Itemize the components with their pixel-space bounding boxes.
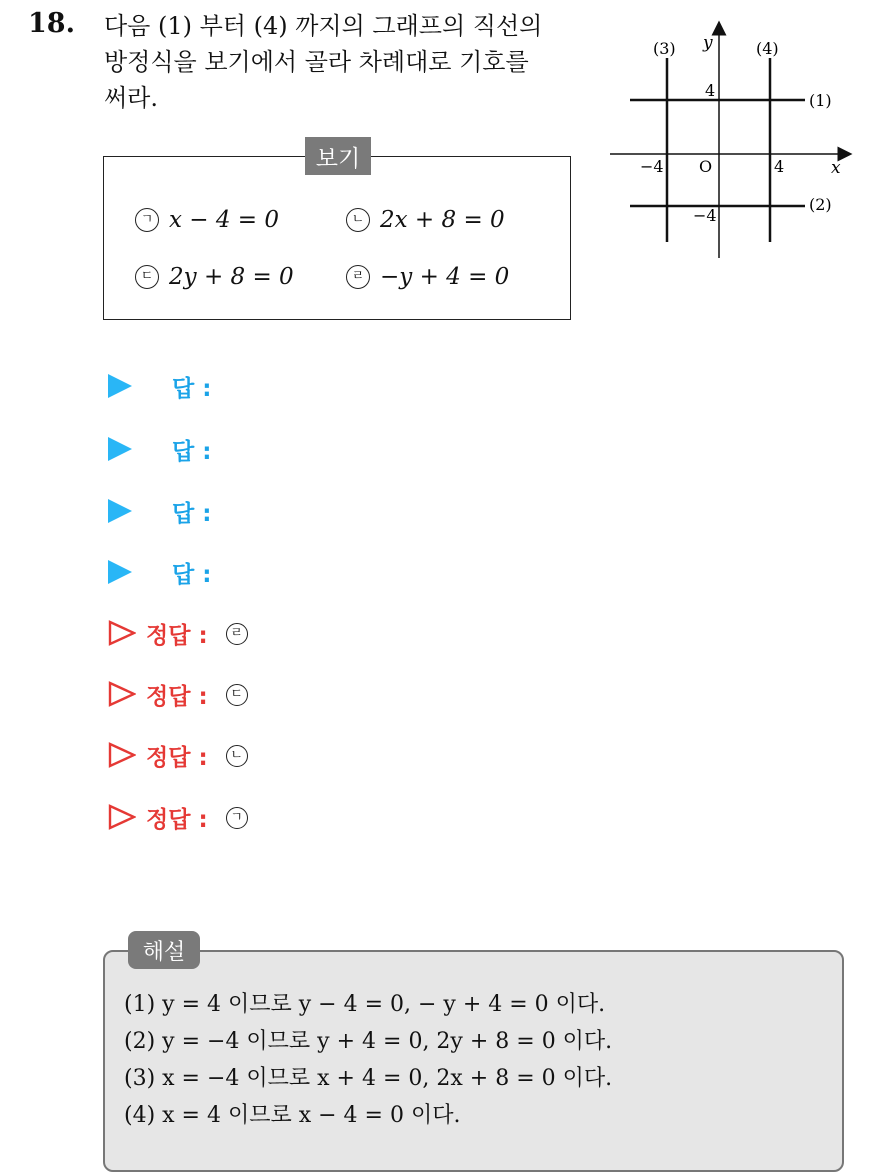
line-label-3: (3) [653, 39, 676, 58]
bogi-equation: x − 4 = 0 [169, 207, 280, 233]
answer-row-1[interactable] [108, 369, 211, 403]
question-line-2: 방정식을 보기에서 골라 차례대로 기호를 [104, 48, 529, 76]
solution-label: 해설 [128, 931, 200, 969]
correct-label: 정답 : [146, 806, 208, 833]
outline-triangle-icon [108, 742, 136, 768]
origin-label: O [699, 157, 713, 176]
solution-line-4: (4) x = 4 이므로 x − 4 = 0 이다. [124, 1103, 461, 1128]
play-arrow-icon [108, 499, 132, 523]
correct-answer-row-3 [108, 738, 248, 772]
line-label-1: (1) [809, 91, 832, 110]
bogi-item-c [135, 264, 294, 290]
answer-label: 답 : [172, 561, 212, 588]
answer-row-3[interactable] [108, 494, 211, 528]
answer-label: 답 : [172, 500, 212, 527]
solution-line-3: (3) x = −4 이므로 x + 4 = 0, 2x + 8 = 0 이다. [124, 1066, 613, 1091]
y-axis-label: y [703, 33, 713, 53]
line-label-2: (2) [809, 195, 832, 214]
correct-mark: ㄹ [226, 623, 248, 645]
bogi-label: 보기 [305, 137, 371, 175]
correct-label: 정답 : [146, 683, 208, 710]
question-number: 18. [28, 8, 75, 39]
bogi-item-b [346, 207, 505, 233]
tick-y-neg: −4 [693, 206, 717, 225]
outline-triangle-icon [108, 804, 136, 830]
bogi-box [103, 156, 571, 320]
solution-line-2: (2) y = −4 이므로 y + 4 = 0, 2y + 8 = 0 이다. [124, 1029, 613, 1054]
circled-mark: ㄴ [346, 208, 370, 232]
correct-label: 정답 : [146, 622, 208, 649]
question-text [104, 8, 594, 116]
play-arrow-icon [108, 437, 132, 461]
tick-x-neg: −4 [640, 157, 664, 176]
correct-answer-row-2 [108, 677, 248, 711]
bogi-equation: −y + 4 = 0 [380, 264, 510, 290]
line-graph [605, 20, 855, 265]
circled-mark: ㄱ [135, 208, 159, 232]
play-arrow-icon [108, 374, 132, 398]
answer-row-2[interactable] [108, 432, 211, 466]
correct-answer-row-4 [108, 800, 248, 834]
bogi-equation: 2x + 8 = 0 [380, 207, 505, 233]
question-line-3: 써라. [104, 84, 158, 112]
outline-triangle-icon [108, 681, 136, 707]
tick-y-pos: 4 [705, 81, 716, 100]
play-arrow-icon [108, 560, 132, 584]
question-line-1: 다음 (1) 부터 (4) 까지의 그래프의 직선의 [104, 12, 543, 40]
answer-label: 답 : [172, 438, 212, 465]
correct-answer-row-1 [108, 616, 248, 650]
correct-mark: ㄱ [226, 807, 248, 829]
circled-mark: ㄹ [346, 265, 370, 289]
circled-mark: ㄷ [135, 265, 159, 289]
outline-triangle-icon [108, 620, 136, 646]
answer-row-4[interactable] [108, 555, 211, 589]
answer-label: 답 : [172, 375, 212, 402]
line-label-4: (4) [756, 39, 779, 58]
bogi-item-a [135, 207, 279, 233]
solution-line-1: (1) y = 4 이므로 y − 4 = 0, − y + 4 = 0 이다. [124, 992, 606, 1017]
bogi-item-d [346, 264, 509, 290]
tick-x-pos: 4 [774, 157, 785, 176]
correct-mark: ㄴ [226, 745, 248, 767]
x-axis-label: x [831, 158, 841, 178]
bogi-equation: 2y + 8 = 0 [169, 264, 294, 290]
correct-mark: ㄷ [226, 684, 248, 706]
solution-text [124, 986, 612, 1134]
correct-label: 정답 : [146, 744, 208, 771]
